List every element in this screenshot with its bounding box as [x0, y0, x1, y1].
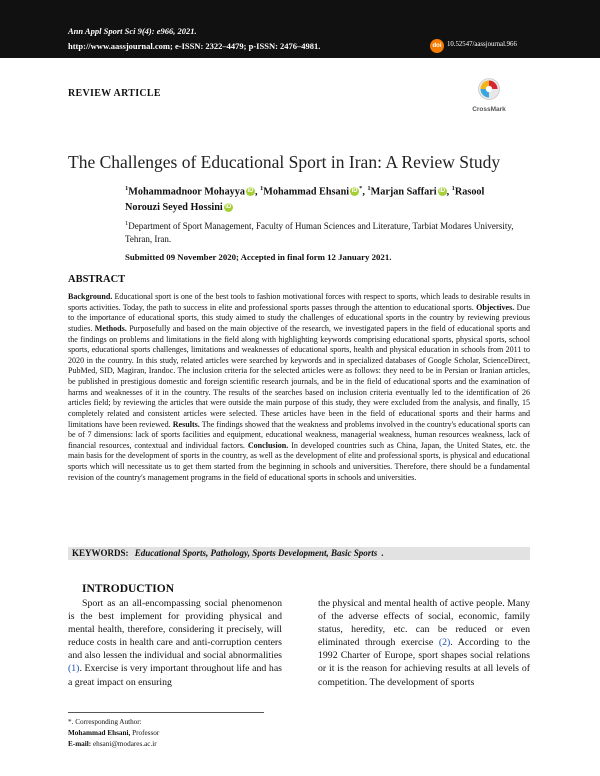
footnote-author-role: Professor: [130, 729, 160, 737]
journal-header-bar: [0, 0, 600, 58]
abstract-heading: ABSTRACT: [68, 274, 126, 285]
crossmark-badge[interactable]: [459, 78, 519, 113]
author-separator: ,: [254, 186, 261, 198]
abstract-objectives: Due to the importance of educational sports, this study aimed to study the challenges of educational sports in the country by reviewing previous studies.: [68, 302, 530, 333]
abstract-conclusion: In developed countries such as China, Japan, the United States, etc. the main basis for the development of sports in the country, as well as the development of elite and professional sports, is physical and educational sports which will necessitate us to get them started from the beginning in schools and universities. Therefore, there should be a fundamental revision of the country's management programs in the field of educational sports in schools and universities.: [68, 440, 530, 482]
author-name: Marjan Saffari: [370, 186, 437, 198]
introduction-column-right: [318, 597, 530, 689]
intro-text: the physical and mental health of active people. Many of the adverse effects of social, economic, family status, heredity, etc. can be reduced or even eliminated through exercise: [318, 598, 530, 649]
author-name: Mohammadnoor Mohayya: [128, 186, 245, 198]
affiliation-text: Department of Sport Management, Faculty of Human Sciences and Literature, Tarbiat Modares University, Tehran, Iran.: [125, 221, 514, 244]
orcid-icon[interactable]: iD: [439, 188, 446, 195]
abstract-conclusion-label: Conclusion.: [247, 440, 289, 450]
author-list: [125, 181, 535, 215]
affiliation-mark: 1: [125, 185, 129, 192]
keywords-label: KEYWORDS:: [72, 548, 129, 558]
intro-text: . According to the 1992 Charter of Europe, sport shapes social relations or it is the reason for achieving results at all levels of competition. The development of sports: [318, 637, 530, 688]
intro-text: . Exercise is very important throughout life and has a great impact on ensuring: [68, 663, 282, 688]
article-type: REVIEW ARTICLE: [68, 88, 161, 99]
author-name: Mohammad Ehsani: [263, 186, 350, 198]
abstract-background: Educational sport is one of the best tools to fashion motivational forces with respect to sports, which leads to desirable results in sports activities. Today, the path to success in elite and professional sports passes through the attention to educational sports.: [68, 292, 530, 312]
abstract-results-label: Results.: [172, 419, 200, 429]
footnote-email-label: E-mail:: [68, 740, 92, 748]
reference-link[interactable]: (2): [438, 637, 451, 649]
doi-link[interactable]: [430, 39, 580, 53]
introduction-heading: INTRODUCTION: [82, 583, 175, 595]
author-separator: ,: [446, 186, 452, 198]
reference-link[interactable]: (1): [68, 663, 80, 675]
abstract-methods-label: Methods.: [94, 323, 127, 333]
footnote: [68, 717, 159, 750]
doi-icon: doi: [430, 39, 444, 53]
footnote-author-name: Mohammad Ehsani,: [68, 729, 131, 737]
footnote-corresponding: *. Corresponding Author:: [68, 718, 142, 726]
abstract-results: The findings showed that the weakness and problems involved in the country's educational sports can be of 7 dimensions: lack of sports facilities and equipment, educational weakness, managerial weakness, human resources weakness, lack of financial resources, contextual and individual factors.: [68, 419, 530, 450]
affiliation-mark: 1: [125, 220, 129, 227]
keywords-end: .: [381, 548, 384, 558]
orcid-icon[interactable]: iD: [351, 188, 358, 195]
article-title: The Challenges of Educational Sport in Iran: A Review Study: [68, 152, 501, 172]
doi-text[interactable]: 10.52547/aassjournal.966: [447, 41, 517, 48]
keywords-text: Educational Sports, Pathology, Sports Development, Basic Sports: [134, 548, 378, 558]
footnote-divider: [68, 712, 264, 713]
affiliation-mark: 1: [367, 185, 371, 192]
author-name: Norouzi Seyed Hossini: [125, 201, 223, 213]
introduction-column-left: [68, 597, 282, 689]
crossmark-icon: [478, 78, 500, 100]
crossmark-label: CrossMark: [472, 106, 506, 113]
author-name: Rasool: [454, 186, 485, 198]
author-separator: ,: [362, 186, 368, 198]
footnote-email[interactable]: ehsani@modares.ac.ir: [91, 740, 157, 748]
affiliation: [125, 218, 535, 245]
affiliation-mark: 1: [260, 185, 264, 192]
abstract-body: [68, 292, 530, 483]
keywords-bar: [68, 547, 530, 560]
orcid-icon[interactable]: iD: [225, 203, 232, 210]
abstract-methods: Purposefully and based on the main objective of the research, we investigated papers in the field of educational sports and the findings on problems and limitations in the field along with highlighting keywords comprising educational sports, physical sports, school sports, educational sports challenges, limitations and weaknesses of educational sports, health and physical education in schools from 2011 to 2020 in the country. In this study, related articles were searched by keywords and in specialized databases of Google Scholar, ScienceDirect, PubMed, SID, Magiran, Irandoc. The inclusion criteria for the selected articles were as follows: they need to be in Persian or Iranian articles, be published in prestigious domestic and foreign scientific research journals, and be in the field of educational sports and the examination of harms and weaknesses of it in the country. The results of the searches based on inclusion criteria eventually led to the identification of 26 articles field; by reviewing the articles that were outside the main purpose of this study, they were excluded from the analysis, and finally, 15 completely related and consistent articles were selected. These articles have been in the field of educational sports and their harms and limitations have been reviewed.: [68, 323, 530, 429]
journal-url-issn[interactable]: http://www.aassjournal.com; e-ISSN: 2322–4479; p-ISSN: 2476–4981.: [68, 41, 321, 51]
submission-dates: Submitted 09 November 2020; Accepted in final form 12 January 2021.: [125, 252, 392, 262]
intro-text: Sport as an all-encompassing social phenomenon is the best implement for providing physical and mental health, therefore, considering it precisely, will reduce costs in health care and anti-corruption centers and also lessen the individual and social abnormalities: [68, 598, 282, 662]
affiliation-mark: 1: [451, 185, 455, 192]
orcid-icon[interactable]: iD: [247, 188, 254, 195]
abstract-background-label: Background.: [68, 292, 113, 301]
corresponding-mark: *: [359, 185, 363, 192]
abstract-objectives-label: Objectives.: [476, 302, 515, 312]
journal-citation: Ann Appl Sport Sci 9(4): e966, 2021.: [68, 26, 197, 36]
